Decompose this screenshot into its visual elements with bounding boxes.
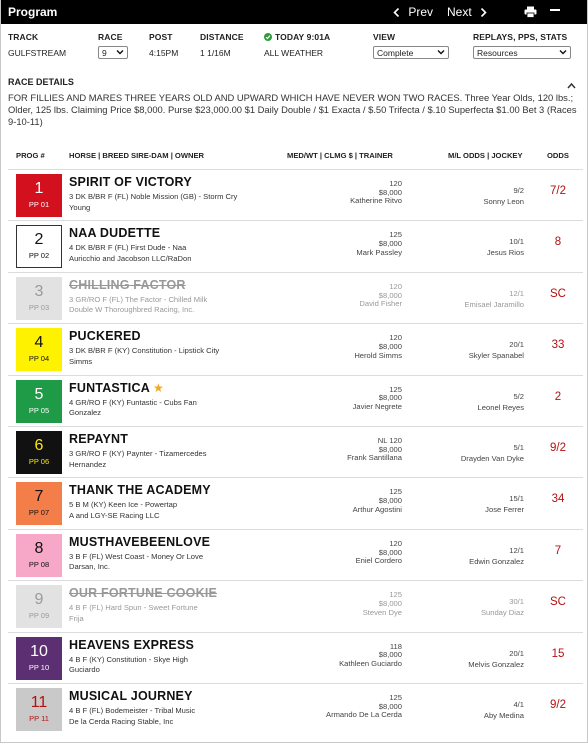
trainer: Mark Passley xyxy=(356,247,402,257)
morning-line-block xyxy=(438,596,524,618)
horse-name[interactable] xyxy=(69,226,160,240)
claiming-price: $8,000 xyxy=(378,187,402,197)
star-icon: ★ xyxy=(152,380,164,395)
current-odds: 8 xyxy=(554,236,562,249)
med-weight-block xyxy=(298,488,402,514)
horse-name-text: OUR FORTUNE COOKIE xyxy=(69,586,218,601)
med-weight-block xyxy=(298,591,402,617)
chevron-left-icon xyxy=(393,8,400,17)
page-title: Program xyxy=(8,5,58,19)
column-header-med: MED/WT | CLMG $ | TRAINER xyxy=(287,151,393,160)
horse-info xyxy=(69,398,329,419)
breed-sire-dam: 3 DK B/BR F (FL) Noble Mission (GB) - Storm Cry xyxy=(69,192,238,201)
current-odds: 7 xyxy=(554,544,562,557)
current-odds: 34 xyxy=(551,493,565,506)
horse-name-text: MUSICAL JOURNEY xyxy=(69,689,193,703)
owner: Frija xyxy=(69,613,84,623)
jockey: Jesus Rios xyxy=(486,248,524,258)
morning-line-block xyxy=(438,493,524,515)
jockey: Edwin Gonzalez xyxy=(469,556,524,566)
med-weight-block xyxy=(298,180,402,206)
claiming-price: $8,000 xyxy=(378,341,402,351)
morning-line-odds: 10/1 xyxy=(509,237,524,247)
med-weight: 120 xyxy=(389,281,402,291)
horse-info xyxy=(69,243,329,264)
resources-select-value: Resources xyxy=(477,48,518,58)
horse-name-text: THANK THE ACADEMY xyxy=(69,483,211,498)
trainer: Javier Negrete xyxy=(352,402,402,411)
med-weight: 125 xyxy=(389,384,402,394)
breed-sire-dam: 3 GR/RO F (FL) The Factor - Chilled Milk xyxy=(69,294,208,304)
current-odds: 9/2 xyxy=(550,442,566,454)
owner: Hernandez xyxy=(69,459,107,469)
morning-line-odds: 12/1 xyxy=(509,288,524,298)
jockey: Leonel Reyes xyxy=(477,402,524,412)
track-label: TRACK xyxy=(8,32,39,42)
med-weight: NL 120 xyxy=(377,436,402,445)
program-number-badge xyxy=(16,174,62,217)
track-value: GULFSTREAM xyxy=(8,48,67,58)
med-weight-block xyxy=(298,386,402,412)
claiming-price: $8,000 xyxy=(378,496,402,506)
morning-line-block xyxy=(438,236,524,258)
trainer: Eniel Cordero xyxy=(355,556,402,566)
breed-sire-dam: 3 GR/RO F (KY) Paynter - Tizamercedes xyxy=(69,449,207,458)
morning-line-odds: 15/1 xyxy=(509,494,524,504)
program-number: 3 xyxy=(34,282,44,300)
horse-name-text: REPAYNT xyxy=(69,432,129,446)
entry-row[interactable] xyxy=(8,477,583,527)
morning-line-odds: 5/1 xyxy=(513,443,524,452)
morning-line-block xyxy=(438,185,524,207)
post-value: 4:15PM xyxy=(149,48,179,58)
distance-value: 1 1/16M xyxy=(200,48,231,58)
horse-name[interactable] xyxy=(69,432,128,446)
horse-name-text: NAA DUDETTE xyxy=(69,226,161,241)
column-header-horse: HORSE | BREED SIRE-DAM | OWNER xyxy=(69,151,205,160)
horse-name[interactable] xyxy=(69,329,141,343)
post-position: PP 09 xyxy=(28,611,50,621)
morning-line-block xyxy=(438,288,524,310)
post-position: PP 10 xyxy=(28,662,50,672)
owner: A and LGY-SE Racing LLC xyxy=(69,510,160,520)
claiming-price: $8,000 xyxy=(378,650,402,660)
next-label: Next xyxy=(447,5,472,19)
horse-info xyxy=(69,655,329,676)
claiming-price: $8,000 xyxy=(378,290,402,300)
horse-name[interactable] xyxy=(69,175,192,189)
program-number-badge xyxy=(16,225,62,268)
today-label: TODAY 9:01A xyxy=(275,32,331,42)
horse-name-text: SPIRIT OF VICTORY xyxy=(69,175,192,189)
owner: Gonzalez xyxy=(69,408,102,418)
jockey: Sunday Diaz xyxy=(480,608,524,618)
post-position: PP 07 xyxy=(28,508,50,518)
program-number: 9 xyxy=(34,591,44,609)
program-number: 2 xyxy=(34,231,44,249)
trainer: Steven Dye xyxy=(362,607,402,617)
horse-name[interactable] xyxy=(69,381,164,395)
trainer: Herold Simms xyxy=(354,350,402,360)
breed-sire-dam: 4 GR/RO F (KY) Funtastic - Cubs Fan xyxy=(69,397,197,407)
horse-name-text: MUSTHAVEBEENLOVE xyxy=(69,534,211,549)
owner: De la Cerda Racing Stable, Inc xyxy=(69,716,174,726)
program-number: 10 xyxy=(30,642,48,660)
morning-line-odds: 5/2 xyxy=(513,391,524,401)
race-details-text: FOR FILLIES AND MARES THREE YEARS OLD AND UPWARD WHICH HAVE NEVER WON TWO RACES. Three Year Olds, 120 lbs.; Older, 125 lbs. Claiming Price $8,000. Purse $23,000.00 $1 Daily Double / $1 Exacta / $.50 Trifecta / $.10 Superfecta $1.00 Bet 3 (Races 9-10-11) xyxy=(8,92,577,128)
horse-name[interactable] xyxy=(69,638,194,652)
med-weight: 120 xyxy=(389,179,402,188)
program-number-badge xyxy=(16,534,62,577)
resources-select[interactable] xyxy=(473,46,571,59)
jockey: Skyler Spanabel xyxy=(468,351,524,361)
program-number: 5 xyxy=(34,385,44,403)
jockey: Jose Ferrer xyxy=(485,505,524,515)
entry-row[interactable] xyxy=(8,683,583,733)
post-position: PP 08 xyxy=(28,559,50,569)
program-number-badge xyxy=(16,585,62,628)
program-number: 7 xyxy=(34,488,44,506)
current-odds: SC xyxy=(550,596,566,609)
jockey: Aby Medina xyxy=(483,711,524,720)
program-number: 8 xyxy=(34,539,44,557)
owner: Auricchio and Jacobson LLC/RaDon xyxy=(69,253,192,263)
horse-info xyxy=(69,346,329,367)
horse-name[interactable] xyxy=(69,483,211,497)
program-number: 4 xyxy=(34,334,44,352)
post-label: POST xyxy=(149,32,173,42)
chevron-down-icon xyxy=(559,48,567,56)
check-circle-icon xyxy=(264,33,272,41)
morning-line-block xyxy=(438,339,524,361)
morning-line-odds: 20/1 xyxy=(509,648,524,658)
jockey: Melvis Gonzalez xyxy=(468,659,524,669)
chevron-up-icon xyxy=(567,82,576,90)
program-number: 11 xyxy=(30,694,48,711)
med-weight: 125 xyxy=(389,487,402,497)
morning-line-block xyxy=(438,648,524,670)
claiming-price: $8,000 xyxy=(378,598,402,608)
claiming-price: $8,000 xyxy=(378,393,402,403)
claiming-price: $8,000 xyxy=(378,239,402,249)
med-weight-block xyxy=(298,334,402,360)
morning-line-block xyxy=(438,699,524,721)
post-position: PP 03 xyxy=(28,302,50,312)
entry-row[interactable] xyxy=(8,169,583,219)
entry-row[interactable] xyxy=(8,529,583,579)
horse-info xyxy=(69,192,329,213)
horse-info xyxy=(69,500,329,521)
breed-sire-dam: 4 B F (FL) Bodemeister - Tribal Music xyxy=(69,706,196,715)
entry-row[interactable] xyxy=(8,272,583,322)
med-weight: 125 xyxy=(389,693,402,702)
owner: Darsan, Inc. xyxy=(69,562,110,572)
prev-label: Prev xyxy=(408,5,434,19)
view-select[interactable] xyxy=(373,46,449,59)
morning-line-block xyxy=(438,545,524,567)
horse-info xyxy=(69,552,329,573)
current-odds: 9/2 xyxy=(550,699,566,711)
program-number: 1 xyxy=(34,180,44,197)
jockey: Emisael Jaramillo xyxy=(464,299,524,309)
morning-line-odds: 9/2 xyxy=(513,186,524,195)
morning-line-block xyxy=(438,442,524,464)
program-number-badge xyxy=(16,688,62,731)
morning-line-odds: 30/1 xyxy=(509,597,524,607)
morning-line-odds: 20/1 xyxy=(509,340,524,350)
program-number: 6 xyxy=(34,437,44,454)
owner: Guciardo xyxy=(69,665,100,675)
view-label: VIEW xyxy=(373,32,396,42)
med-weight-block xyxy=(298,231,402,257)
column-header-prog: PROG # xyxy=(16,151,45,160)
horse-info xyxy=(69,706,329,727)
next-race-button[interactable] xyxy=(447,5,487,19)
med-weight: 120 xyxy=(389,538,402,548)
horse-name[interactable] xyxy=(69,689,193,703)
med-weight: 120 xyxy=(389,333,402,343)
minus-icon xyxy=(550,4,560,16)
jockey: Drayden Van Dyke xyxy=(460,454,524,463)
entry-row[interactable] xyxy=(8,632,583,682)
program-number-badge xyxy=(16,431,62,474)
owner: Double W Thoroughbred Racing, Inc. xyxy=(69,305,195,315)
trainer: Frank Santillana xyxy=(347,453,402,463)
header-bar xyxy=(1,0,587,24)
chevron-down-icon xyxy=(116,48,124,56)
horse-info xyxy=(69,603,329,624)
current-odds: 2 xyxy=(554,390,562,403)
med-weight: 118 xyxy=(389,641,402,651)
surface-value: ALL WEATHER xyxy=(264,48,324,58)
morning-line-block xyxy=(438,391,524,413)
med-weight-block xyxy=(298,694,402,720)
med-weight: 125 xyxy=(389,230,402,240)
entry-row[interactable] xyxy=(8,426,583,476)
morning-line-odds: 12/1 xyxy=(509,545,524,555)
column-header-ml: M/L ODDS | JOCKEY xyxy=(448,151,523,160)
race-label: RACE xyxy=(98,32,123,42)
entry-row[interactable] xyxy=(8,220,583,270)
post-position: PP 02 xyxy=(28,251,50,261)
med-weight-block xyxy=(298,283,402,309)
race-select[interactable] xyxy=(98,46,128,59)
post-position: PP 11 xyxy=(29,714,49,723)
breed-sire-dam: 3 B F (FL) West Coast - Money Or Love xyxy=(69,551,204,561)
print-button[interactable] xyxy=(524,5,537,23)
owner: Young xyxy=(69,202,91,212)
breed-sire-dam: 4 B F (KY) Constitution - Skye High xyxy=(69,654,189,664)
program-number-badge xyxy=(16,482,62,525)
chevron-down-icon xyxy=(437,48,445,56)
horse-name[interactable] xyxy=(69,278,186,292)
replays-label: REPLAYS, PPS, STATS xyxy=(473,32,568,42)
current-odds: 7/2 xyxy=(550,185,566,197)
horse-name-text: CHILLING FACTOR xyxy=(69,277,186,292)
owner: Simms xyxy=(69,356,93,366)
med-weight-block xyxy=(298,437,402,463)
claiming-price: $8,000 xyxy=(378,444,402,454)
distance-label: DISTANCE xyxy=(200,32,244,42)
med-weight-block xyxy=(298,540,402,566)
race-details-title: RACE DETAILS xyxy=(8,77,74,87)
horse-name-text: FUNTASTICA xyxy=(69,380,150,395)
horse-name[interactable] xyxy=(69,586,217,600)
chevron-right-icon xyxy=(480,8,487,17)
post-position: PP 06 xyxy=(28,457,50,466)
morning-line-odds: 4/1 xyxy=(513,700,524,709)
trainer: Arthur Agostini xyxy=(352,504,402,514)
entry-row[interactable] xyxy=(8,580,583,630)
post-position: PP 04 xyxy=(28,354,50,364)
post-position: PP 01 xyxy=(28,200,50,209)
trainer: David Fisher xyxy=(359,299,402,309)
current-odds: 33 xyxy=(551,339,565,352)
horse-name[interactable] xyxy=(69,535,210,549)
horse-name-text: HEAVENS EXPRESS xyxy=(69,637,195,652)
jockey: Sonny Leon xyxy=(483,197,524,206)
trainer: Katherine Ritvo xyxy=(350,196,402,206)
trainer: Armando De La Cerda xyxy=(326,710,402,720)
breed-sire-dam: 5 B M (KY) Keen Ice - Powertap xyxy=(69,500,178,510)
prev-race-button[interactable] xyxy=(393,5,433,19)
claiming-price: $8,000 xyxy=(378,547,402,557)
entry-row[interactable] xyxy=(8,323,583,373)
program-number-badge xyxy=(16,380,62,423)
printer-icon xyxy=(524,6,537,18)
entry-row[interactable] xyxy=(8,375,583,425)
program-number-badge xyxy=(16,328,62,371)
program-number-badge xyxy=(16,637,62,680)
current-odds: 15 xyxy=(551,647,565,660)
column-header-odds: ODDS xyxy=(547,151,569,160)
horse-info xyxy=(69,449,329,470)
med-weight: 125 xyxy=(389,590,402,600)
med-weight-block xyxy=(298,643,402,669)
horse-info xyxy=(69,295,329,316)
race-select-value: 9 xyxy=(102,48,107,58)
breed-sire-dam: 4 B F (FL) Hard Spun - Sweet Fortune xyxy=(69,603,198,613)
view-select-value: Complete xyxy=(377,48,414,58)
post-position: PP 05 xyxy=(28,405,50,415)
horse-name-text: PUCKERED xyxy=(69,329,141,344)
collapse-button[interactable] xyxy=(550,4,560,19)
trainer: Kathleen Guciardo xyxy=(339,659,402,668)
program-number-badge xyxy=(16,277,62,320)
claiming-price: $8,000 xyxy=(378,701,402,711)
breed-sire-dam: 3 DK B/BR F (KY) Constitution - Lipstick City xyxy=(69,346,220,356)
today-status xyxy=(264,32,330,42)
current-odds: SC xyxy=(550,287,566,300)
breed-sire-dam: 4 DK B/BR F (FL) First Dude - Naa xyxy=(69,243,187,253)
